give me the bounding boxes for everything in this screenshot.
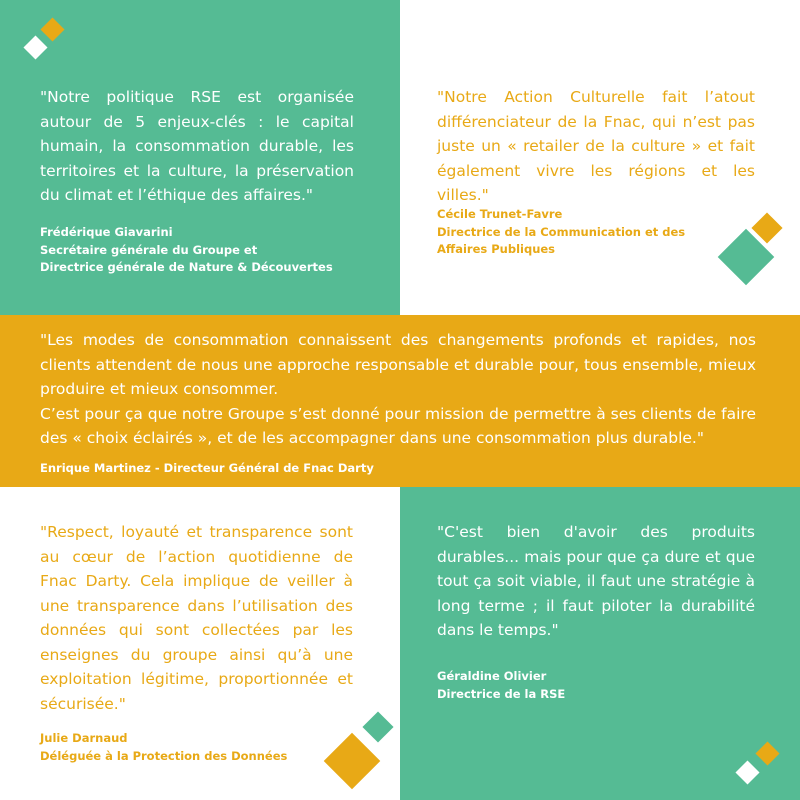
quote-giavarini: "Notre politique RSE est organisée autour de 5 enjeux-clés : le capital humain, la consommation durable, les territoires et la culture, la préservation du climat et l’éthique des affaires." — [40, 88, 354, 204]
author-name: Julie Darnaud — [40, 731, 128, 745]
author-name: Frédérique Giavarini — [40, 225, 173, 239]
author-olivier — [437, 668, 565, 703]
quote-trunet-favre: "Notre Action Culturelle fait l’atout différenciateur de la Fnac, qui n’est pas juste un « retailer de la culture » et fait également vivre les régions et les villes." — [437, 88, 755, 204]
author-role: Directrice de la Communication et des — [437, 224, 686, 239]
author-name: Géraldine Olivier — [437, 669, 547, 683]
quote-paragraph: C’est pour ça que notre Groupe s’est donné pour mission de permettre à ses clients de faire des « choix éclairés », et de les accompagner dans une consommation plus durable." — [40, 404, 756, 447]
author-role: Secrétaire générale du Groupe et — [40, 242, 258, 257]
author-role: Affaires Publiques — [437, 242, 556, 256]
author-role: Déléguée à la Protection des Données — [40, 748, 288, 763]
author-martinez — [40, 460, 374, 478]
author-giavarini — [40, 224, 333, 277]
author-name-role: Enrique Martinez - Directeur Général de Fnac Darty — [40, 461, 374, 475]
quote-paragraph: "Les modes de consommation connaissent des changements profonds et rapides, nos clients attendent de nous une approche responsable et durable pour, tous ensemble, mieux produire et mieux consommer. — [40, 331, 756, 398]
author-name: Cécile Trunet-Favre — [437, 207, 563, 221]
quote-darnaud: "Respect, loyauté et transparence sont au cœur de l’action quotidienne de Fnac Darty. Cela implique de veiller à une transparence dans l’utilisation des données qui sont collectées par les enseignes du groupe ainsi qu’à une exploitation légitime, proportionnée et sécurisée." — [40, 523, 353, 713]
author-trunet-favre — [437, 206, 685, 259]
author-role: Directrice de la RSE — [437, 686, 566, 701]
author-role: Directrice générale de Nature & Découvertes — [40, 260, 333, 274]
quote-martinez — [40, 328, 756, 451]
quote-olivier: "C'est bien d'avoir des produits durables... mais pour que ça dure et que tout ça soit viable, il faut une stratégie à long terme ; il faut piloter la durabilité dans le temps." — [437, 523, 755, 639]
author-darnaud — [40, 730, 287, 765]
